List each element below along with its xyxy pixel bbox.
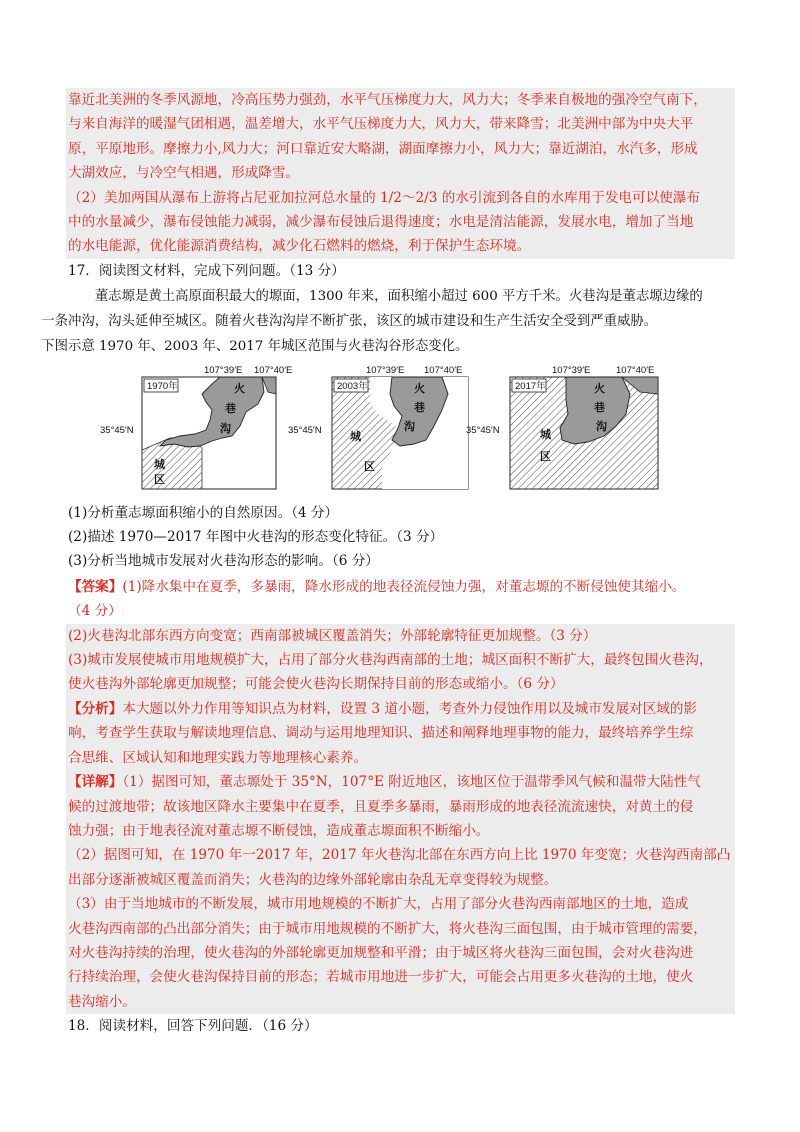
city-label: 城 — [540, 427, 551, 441]
detail-tag: 【详解】 — [68, 774, 123, 791]
city-label: 城 — [154, 457, 165, 471]
latitude-label: 35°45′N — [100, 424, 134, 436]
question-18-title: 18．阅读材料，回答下列问题．（16 分） — [68, 1018, 318, 1035]
question-17-title: 17．阅读图文材料，完成下列问题。（13 分） — [68, 262, 345, 279]
text-line: 的水电能源，优化能源消费结构，减少化石燃料的燃烧，利于保护生态环境。 — [68, 238, 531, 255]
detail-line — [68, 770, 735, 794]
year-label: 2017年 — [515, 380, 546, 392]
gully-label: 巷 — [414, 400, 425, 414]
longitude-label: 107°39′E — [552, 364, 591, 376]
gully-label: 沟 — [404, 419, 415, 433]
gully-label: 巷 — [594, 400, 605, 414]
gully-label: 火 — [234, 381, 245, 395]
analysis-line: 合思维、区域认知和地理实践力等地理核心素养。 — [68, 749, 368, 766]
question-17-answer — [68, 575, 733, 624]
document-page — [41, 88, 733, 1039]
subquestion: (1)分析董志塬面积缩小的自然原因。（4 分） — [68, 504, 339, 521]
analysis-line: 响，考查学生获取与解读地理信息、调动与运用地理知识、描述和阐释地理事物的能力，最终培养学生综 — [68, 725, 694, 742]
gully-label: 巷 — [225, 401, 236, 415]
analysis-tag: 【分析】 — [68, 700, 123, 717]
detail-line: 火巷沟西南部的凸出部分消失；由于城市用地规模的不断扩大，将火巷沟三面包围，由于城市管理的需要， — [68, 920, 707, 937]
year-label: 1970年 — [147, 380, 178, 392]
text-line: 原，平原地形。摩擦力小,风力大；河口靠近安大略湖，湖面摩擦力小，风力大；靠近湖泊，水汽多，形成 — [68, 140, 698, 157]
city-label: 区 — [364, 459, 375, 473]
detail-line: 出部分逐渐被城区覆盖而消失；火巷沟的边缘外部轮廓由杂乱无章变得较为规整。 — [68, 871, 558, 888]
longitude-label: 107°40′E — [616, 364, 655, 376]
analysis-text: 本大题以外力作用等知识点为材料，设置 3 道小题，考查外力侵蚀作用以及城市发展对区域的影 — [122, 700, 698, 717]
answer-line: (3)城市发展使城市用地规模扩大，占用了部分火巷沟西南部的土地；城区面积不断扩大，最终包围火巷沟， — [68, 652, 713, 669]
text-line: （2）美加两国从瀑布上游将占尼亚加拉河总水量的 1/2～2/3 的水引流到各自的水库用于发电可以使瀑布 — [68, 189, 700, 206]
detail-line: 蚀力强；由于地表径流对董志塬不断侵蚀，造成董志塬面积不断缩小。 — [68, 822, 490, 839]
text-line: 董志塬是黄土高原面积最大的塬面，1300 年来，面积缩小超过 600 平方千米。火巷沟是董志塬边缘的 — [94, 289, 703, 305]
answer-tag: 【答案】 — [68, 578, 123, 595]
latitude-label: 35°45′N — [288, 424, 322, 436]
answer-score: （4 分） — [68, 603, 122, 620]
answer-line: (2)火巷沟北部东西方向变宽；西南部被城区覆盖消失；外部轮廓特征更加规整。（3 分） — [68, 627, 597, 644]
question-17-intro — [41, 285, 733, 359]
longitude-label: 107°40′E — [424, 364, 463, 376]
subquestion: (2)描述 1970—2017 年图中火巷沟的形态变化特征。（3 分） — [68, 529, 444, 546]
question-17-subquestions — [68, 501, 733, 574]
map-1970 — [142, 365, 292, 489]
gully-label: 火 — [594, 381, 605, 395]
text-line: 中的水量减少，瀑布侵蚀能力减弱，减少瀑布侵蚀后退得速度；水电是清洁能源，发展水电，增加了当地 — [68, 214, 694, 231]
city-label: 城 — [350, 429, 361, 443]
detail-line: 行持续治理，会使火巷沟保持目前的形态；若城市用地进一步扩大，可能会占用更多火巷沟的土地，使火 — [68, 969, 694, 986]
answer-line — [68, 575, 733, 599]
detail-line: 巷沟缩小。 — [68, 993, 136, 1010]
answer-text: (1)降水集中在夏季，多暴雨，降水形成的地表径流侵蚀力强，对董志塬的不断侵蚀使其缩小。 — [122, 578, 686, 595]
longitude-label: 107°40′E — [254, 364, 293, 376]
year-label: 2003年 — [337, 380, 368, 392]
gully-label: 沟 — [220, 421, 231, 435]
subquestion: (3)分析当地城市发展对火巷沟形态的影响。（6 分） — [68, 553, 379, 570]
detail-line: 候的过渡地带；故该地区降水主要集中在夏季，且夏季多暴雨，暴雨形成的地表径流流速快，对黄土的侵 — [68, 798, 694, 815]
detail-text: （1）据图可知，董志塬处于 35°N，107°E 附近地区，该地区位于温带季风气候和温带大陆性气 — [122, 774, 701, 791]
text-line: 一条冲沟，沟头延伸至城区。随着火巷沟沟岸不断扩张，该区的城市建设和生产生活安全受到严重威胁。 — [41, 314, 658, 330]
map-2017 — [510, 365, 658, 489]
longitude-label: 107°39′E — [366, 364, 405, 376]
gully-label: 沟 — [596, 419, 607, 433]
detail-line: 对火巷沟持续的治理，使火巷沟的外部轮廓更加规整和平滑；由于城区将火巷沟三面包围，会对火巷沟进 — [68, 944, 694, 961]
answer-continuation-block — [66, 88, 735, 259]
analysis-line — [68, 697, 735, 721]
answer-line: 使火巷沟外部轮廓更加规整；可能会使火巷沟长期保持目前的形态或缩小。（6 分） — [68, 676, 564, 693]
map-2003 — [332, 365, 468, 489]
text-line: 靠近北美洲的冬季风源地，冷高压势力强劲，水平气压梯度力大，风力大；冬季来自极地的强冷空气南下， — [68, 92, 707, 108]
detail-line: （2）据图可知，在 1970 年一2017 年，2017 年火巷沟北部在东西方向上比 1970 年变宽；火巷沟西南部凸 — [68, 847, 731, 864]
text-line: 与来自海洋的暖湿气团相遇，温差增大，水平气压梯度力大，风力大，带来降雪；北美洲中部为中央大平 — [68, 116, 694, 133]
gully-maps-figure — [68, 364, 733, 499]
text-line: 下图示意 1970 年、2003 年、2017 年城区范围与火巷沟谷形态变化。 — [41, 338, 469, 354]
longitude-label: 107°39′E — [204, 364, 243, 376]
city-label: 区 — [154, 472, 165, 486]
latitude-label: 35°45′N — [466, 424, 500, 436]
maps-svg — [68, 364, 733, 499]
detail-line: （3）由于当地城市的不断发展，城市用地规模的不断扩大，占用了部分火巷沟西南部地区的土地，造成 — [68, 896, 689, 913]
text-line: 大湖效应，与冷空气相遇，形成降雪。 — [68, 165, 300, 182]
answer-highlight-block — [66, 624, 735, 1015]
city-label: 区 — [540, 449, 551, 463]
gully-label: 火 — [414, 381, 425, 395]
